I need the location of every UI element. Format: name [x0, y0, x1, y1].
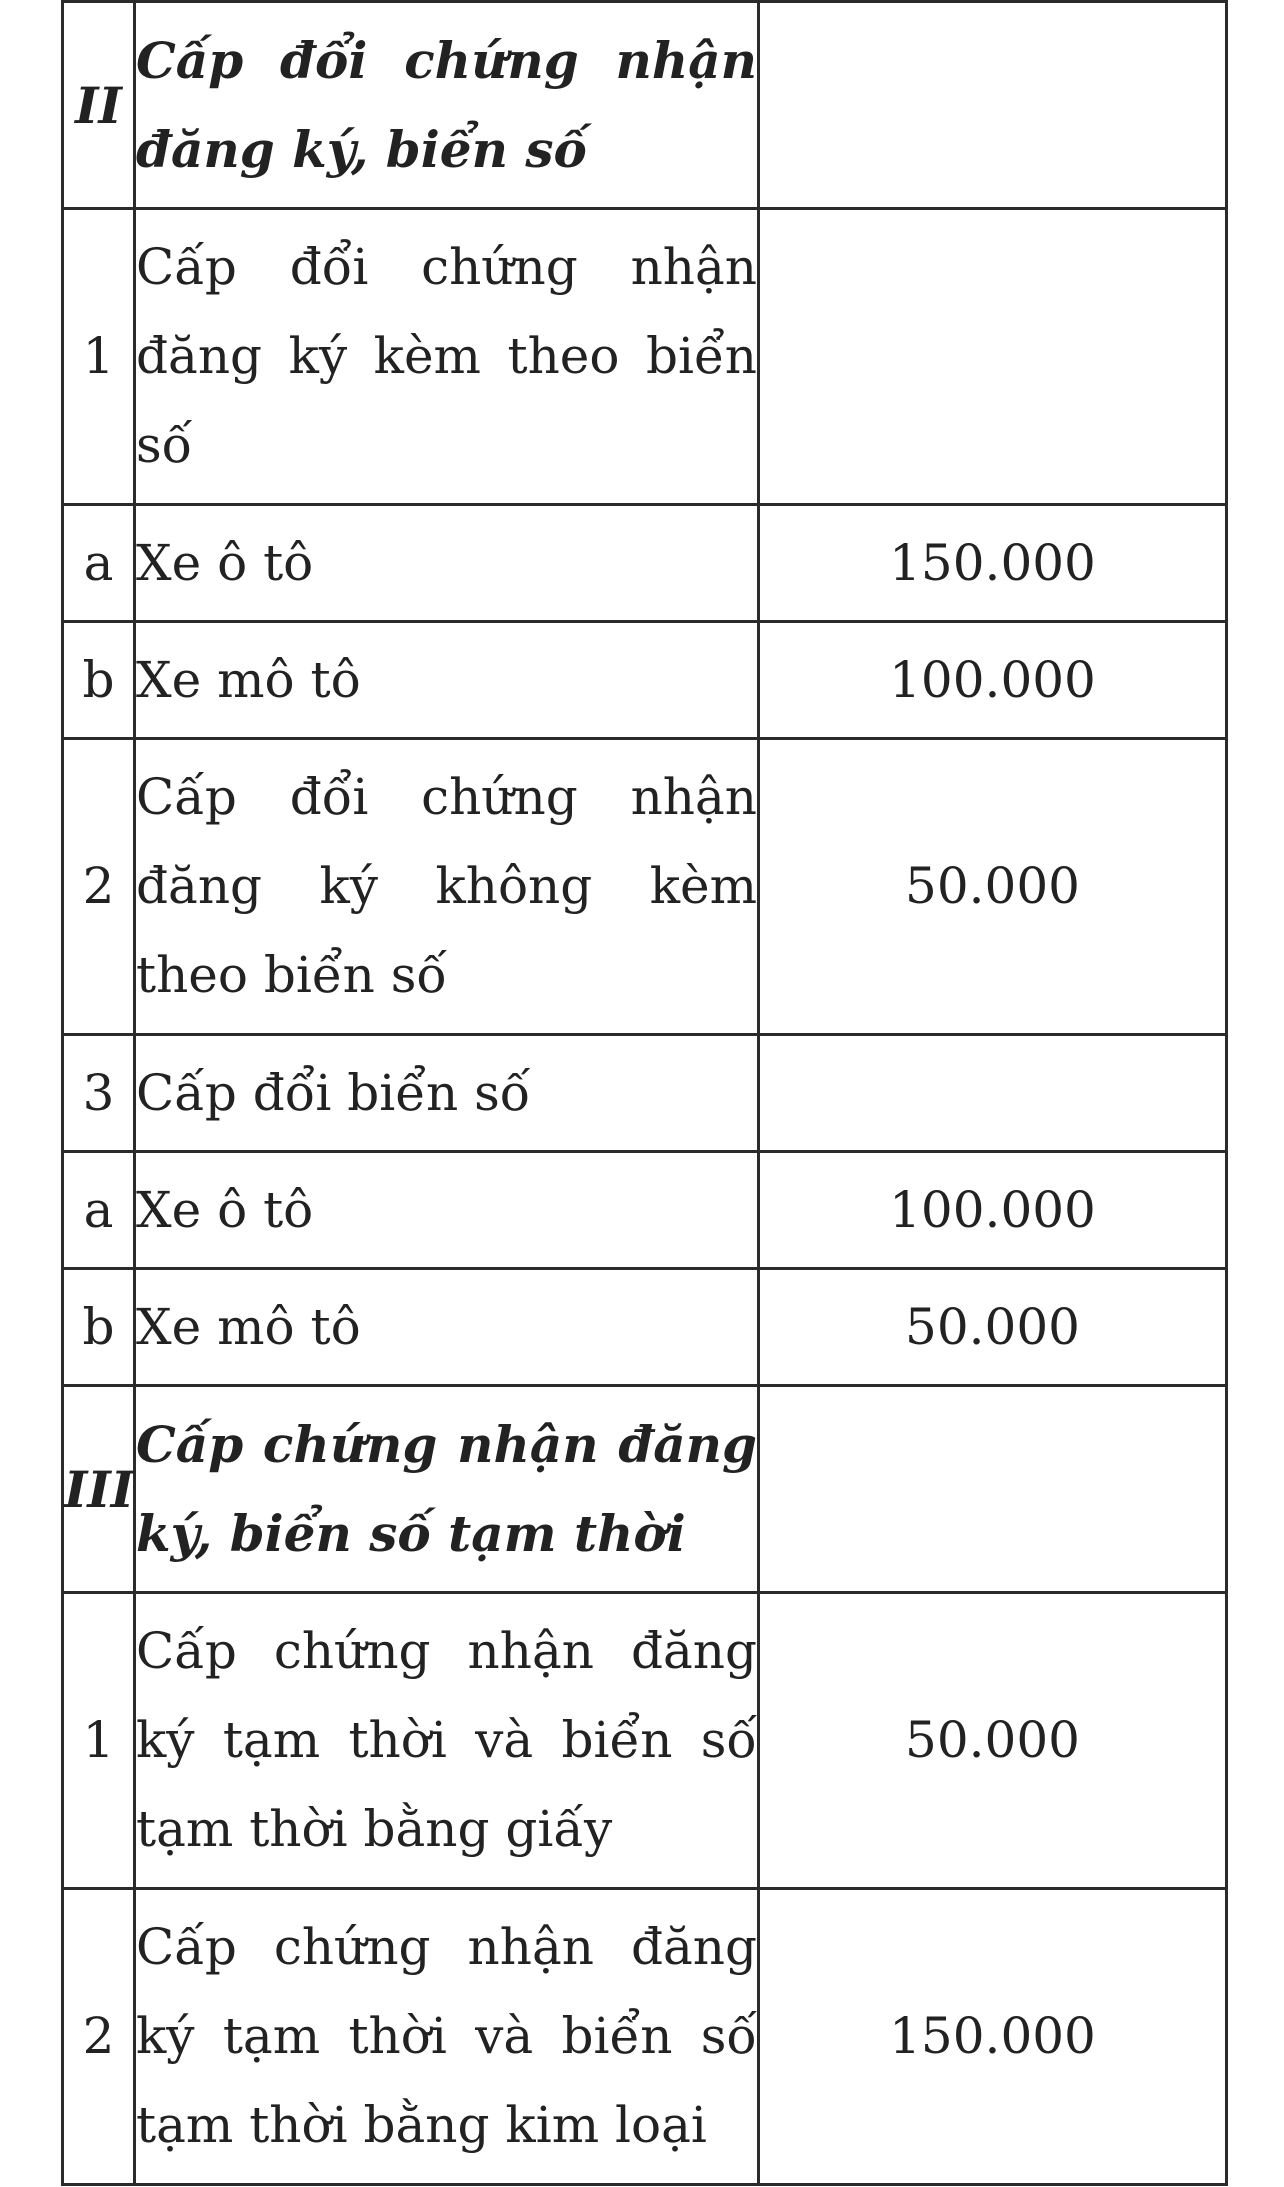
table-row [63, 505, 1227, 622]
row-description: Xe ô tô [135, 1152, 759, 1269]
row-amount: 150.000 [759, 505, 1227, 622]
row-index: b [63, 622, 135, 739]
row-description: Cấp đổi chứng nhận đăng ký không kèm theo biển số [135, 739, 759, 1035]
row-amount: 100.000 [759, 1152, 1227, 1269]
row-description: Cấp đổi chứng nhận đăng ký kèm theo biển số [135, 209, 759, 505]
row-index: 2 [63, 1889, 135, 2185]
table-row [63, 1889, 1227, 2185]
row-description: Cấp đổi chứng nhận đăng ký, biển số [135, 2, 759, 209]
row-amount [759, 1035, 1227, 1152]
row-index: a [63, 505, 135, 622]
row-description: Cấp chứng nhận đăng ký tạm thời và biển số tạm thời bằng kim loại [135, 1889, 759, 2185]
row-index: b [63, 1269, 135, 1386]
table-row [63, 739, 1227, 1035]
row-index: 3 [63, 1035, 135, 1152]
row-description: Cấp chứng nhận đăng ký tạm thời và biển số tạm thời bằng giấy [135, 1593, 759, 1889]
row-amount: 100.000 [759, 622, 1227, 739]
row-description: Cấp đổi biển số [135, 1035, 759, 1152]
table-row-section-ii [63, 2, 1227, 209]
row-amount: 50.000 [759, 1593, 1227, 1889]
row-amount [759, 2, 1227, 209]
row-amount [759, 1386, 1227, 1593]
row-description: Cấp chứng nhận đăng ký, biển số tạm thời [135, 1386, 759, 1593]
row-index: 2 [63, 739, 135, 1035]
row-index: 1 [63, 209, 135, 505]
row-description: Xe mô tô [135, 1269, 759, 1386]
table-row [63, 1152, 1227, 1269]
row-description: Xe mô tô [135, 622, 759, 739]
table-row-section-iii [63, 1386, 1227, 1593]
table-row [63, 1035, 1227, 1152]
table-row [63, 1593, 1227, 1889]
row-amount: 50.000 [759, 1269, 1227, 1386]
row-index: III [63, 1386, 135, 1593]
row-index: II [63, 2, 135, 209]
row-description: Xe ô tô [135, 505, 759, 622]
row-amount: 50.000 [759, 739, 1227, 1035]
fee-table [61, 0, 1228, 2186]
row-amount [759, 209, 1227, 505]
row-amount: 150.000 [759, 1889, 1227, 2185]
row-index: a [63, 1152, 135, 1269]
table-row [63, 209, 1227, 505]
table-row [63, 622, 1227, 739]
row-index: 1 [63, 1593, 135, 1889]
table-row [63, 1269, 1227, 1386]
